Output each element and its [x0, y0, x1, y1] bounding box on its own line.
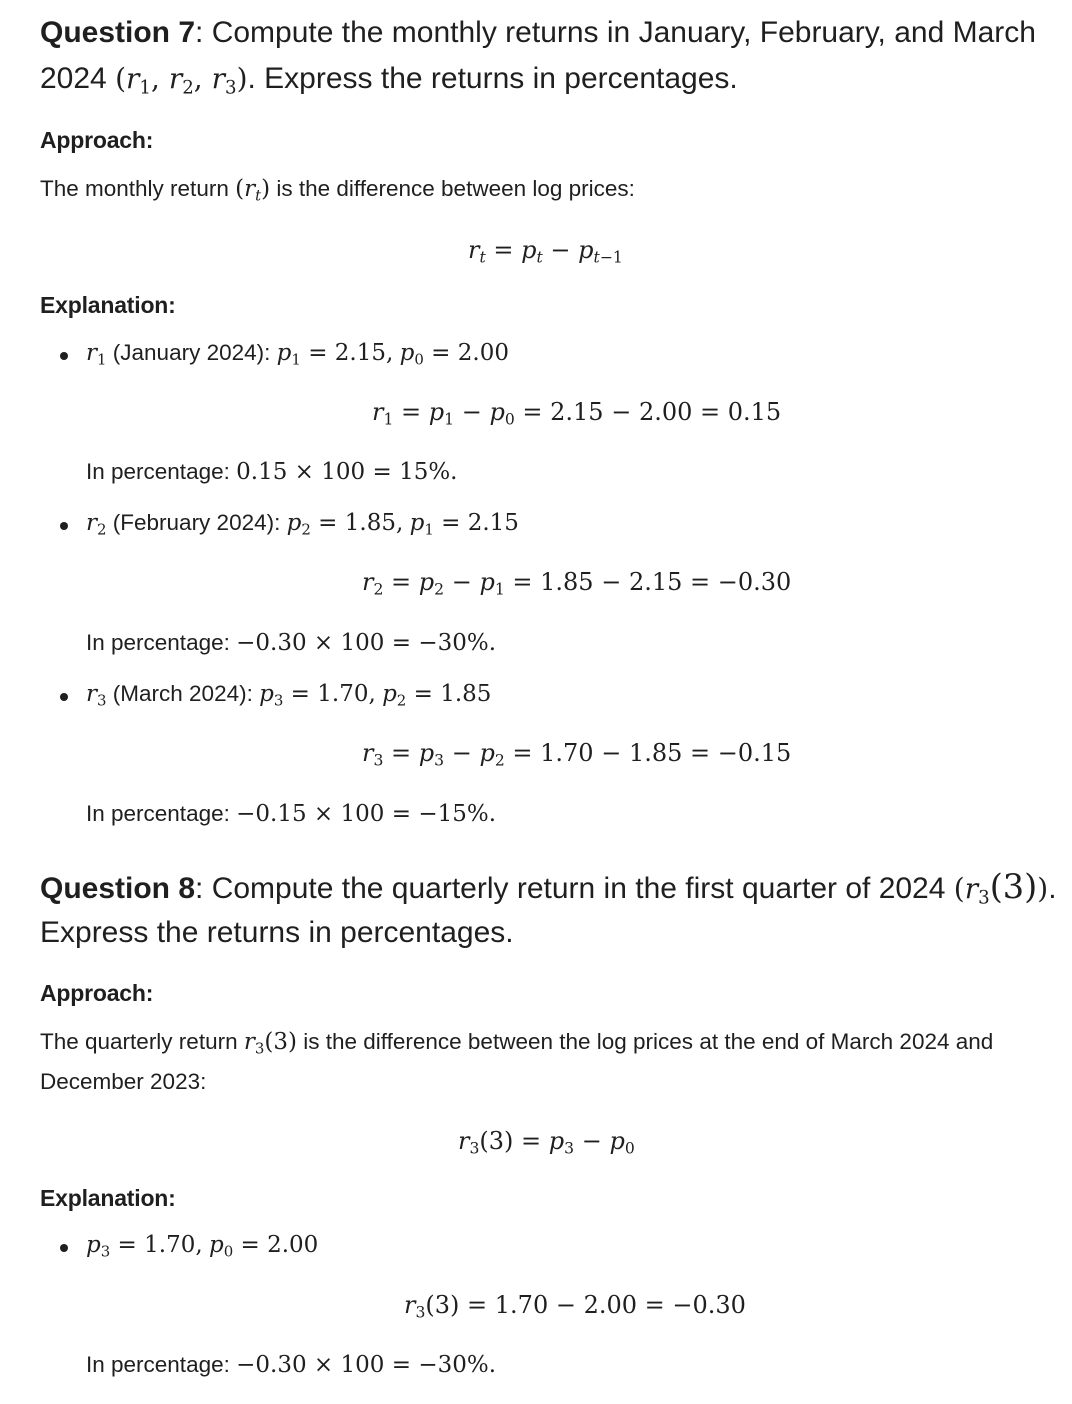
q7-explanation-heading: Explanation:	[40, 292, 176, 318]
q7-item2-label: (February 2024):	[112, 510, 281, 535]
bullet-icon	[60, 1244, 68, 1252]
q7-title-line2: 2024 ($r_1$, $r_2$, $r_3$). Express the returns in percentages.	[40, 62, 738, 99]
pct-label: In percentage:	[86, 1352, 230, 1377]
q8-given: $p_3 = 1.70$, $p_0 = 2.00$	[86, 1232, 319, 1261]
q8-approach-text-a: The quarterly return	[40, 1029, 238, 1054]
q8-approach-heading: Approach:	[40, 980, 154, 1006]
q8-title-line2: Express the returns in percentages.	[40, 916, 514, 949]
q8-pct: In percentage: −0.30 × 100 = −30%.	[86, 1352, 497, 1378]
q8-label: Question 8	[40, 872, 196, 905]
q7-label: Question 7	[40, 16, 196, 49]
q8-formula: $r_3(3) = p_3 - p_0$	[458, 1127, 635, 1158]
q7-item1-line: $r_1$ (January 2024): $p_1 = 2.15$, $p_0 = 2.00$	[86, 340, 509, 369]
q7-approach-text: The monthly return $(r_t)$ is the difference between log prices:	[40, 176, 635, 205]
q7-item1-pct: In percentage: 0.15 × 100 = 15%.	[86, 459, 458, 485]
q7-title-text: : Compute the monthly returns in January, February, and March	[195, 16, 1036, 49]
q7-approach-heading: Approach:	[40, 127, 154, 153]
bullet-icon	[60, 352, 68, 360]
q7-approach-text-b: is the difference between log prices:	[276, 176, 635, 201]
bullet-icon	[60, 522, 68, 530]
q8-approach-text-b: is the difference between the log prices at the end of March 2024 and December 2023:	[40, 1029, 994, 1094]
q7-item2-pct: In percentage: −0.30 × 100 = −30%.	[86, 630, 497, 656]
q7-item3-pct: In percentage: −0.15 × 100 = −15%.	[86, 801, 497, 827]
bullet-icon	[60, 693, 68, 701]
q7-item1-calc: $r_1 = p_1 - p_0 = 2.15 - 2.00 = 0.15$	[372, 398, 782, 429]
q8-approach-text: The quarterly return $r_3(3)$ is the difference between the log prices at the end of March 2024 and December 2023:	[40, 1029, 994, 1094]
q8-title-text: : Compute the quarterly return in the first quarter of 2024	[195, 872, 946, 905]
q7-item2-calc: $r_2 = p_2 - p_1 = 1.85 - 2.15 = -0.30$	[362, 568, 792, 599]
q7-item1-label: (January 2024):	[112, 340, 271, 365]
q7-item2-line: $r_2$ (February 2024): $p_2 = 1.85$, $p_1 = 2.15$	[86, 510, 519, 539]
q7-item3-line: $r_3$ (March 2024): $p_3 = 1.70$, $p_2 = 1.85$	[86, 681, 492, 710]
q7-title	[40, 10, 1036, 56]
q8-title: Question 8: Compute the quarterly return in the first quarter of 2024 $(r_3(3))$.	[40, 867, 1057, 909]
q7-formula: $r_t = p_t - p_{t-1}$	[468, 236, 623, 267]
q8-calc: $r_3(3) = 1.70 - 2.00 = -0.30$	[404, 1291, 746, 1322]
q7-item3-label: (March 2024):	[112, 681, 253, 706]
pct-label: In percentage:	[86, 459, 230, 484]
q7-title-year: 2024	[40, 62, 107, 95]
pct-label: In percentage:	[86, 630, 230, 655]
q7-title-rest: . Express the returns in percentages.	[247, 62, 738, 95]
pct-label: In percentage:	[86, 801, 230, 826]
q8-explanation-heading: Explanation:	[40, 1185, 176, 1211]
q7-approach-text-a: The monthly return	[40, 176, 229, 201]
q7-item3-calc: $r_3 = p_3 - p_2 = 1.70 - 1.85 = -0.15$	[362, 739, 792, 770]
